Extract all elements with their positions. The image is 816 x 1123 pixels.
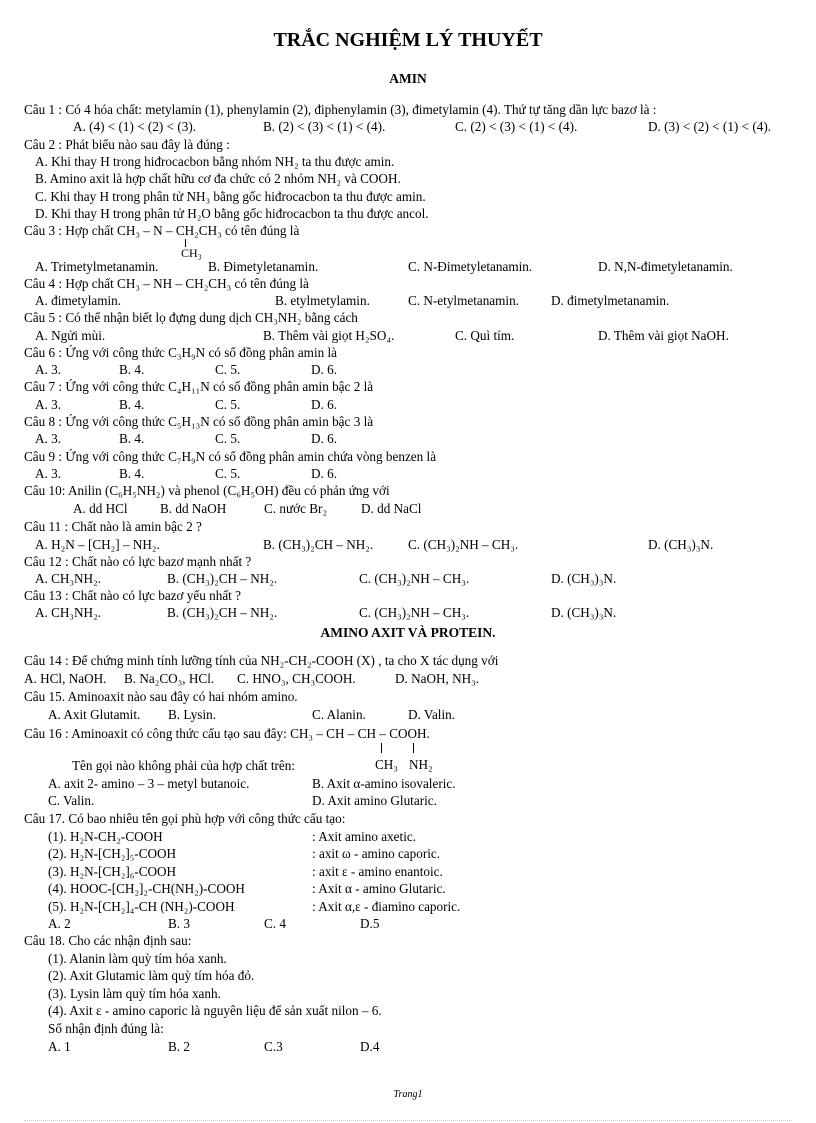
q12-option-c: C. (CH₃)₂NH – CH₃.	[359, 571, 470, 586]
q6-option-b: B. 4.	[119, 362, 145, 377]
q17-name-4: : Axit α - amino Glutaric.	[312, 881, 446, 896]
q10-option-b: B. dd NaOH	[160, 501, 227, 516]
q3-option-a: A. Trimetylmetanamin.	[35, 259, 159, 274]
q18-option-d: D.4	[360, 1039, 380, 1054]
q11-option-c: C. (CH₃)₂NH – CH₃.	[408, 537, 519, 552]
q14-option-c: C. HNO₃, CH₃COOH.	[237, 671, 356, 686]
page-title: TRẮC NGHIỆM LÝ THUYẾT	[273, 29, 543, 51]
q3-option-d: D. N,N-đimetyletanamin.	[598, 259, 733, 274]
question-16: Câu 16 : Aminoaxit có công thức cấu tạo sau đây: CH₃ – CH – CH – COOH.	[24, 726, 430, 741]
question-10: Câu 10: Anilin (C₆H₅NH₂) và phenol (C₆H₅OH) đều có phản ứng với	[24, 483, 390, 498]
q16-option-b: B. Axit α-amino isovaleric.	[312, 776, 456, 791]
q4-option-b: B. etylmetylamin.	[275, 293, 370, 308]
question-9: Câu 9 : Ứng với công thức C₇H₉N có số đồng phân amin chứa vòng benzen là	[24, 449, 437, 464]
question-2: Câu 2 : Phát biểu nào sau đây là đúng :	[24, 137, 230, 152]
q9-option-c: C. 5.	[215, 466, 241, 481]
q15-option-a: A. Axit Glutamit.	[48, 707, 141, 722]
q18-option-a: A. 1	[48, 1039, 71, 1054]
q1-option-d: D. (3) < (2) < (1) < (4).	[648, 119, 772, 134]
question-11: Câu 11 : Chất nào là amin bậc 2 ?	[24, 519, 202, 534]
question-17: Câu 17. Có bao nhiêu tên gọi phù hợp với công thức cấu tạo:	[24, 811, 346, 826]
q11-option-d: D. (CH₃)₃N.	[648, 537, 714, 552]
q12-option-a: A. CH₃NH₂.	[35, 571, 101, 586]
question-12: Câu 12 : Chất nào có lực bazơ mạnh nhất ?	[24, 554, 252, 569]
q17-formula-4: (4). HOOC-[CH₂]₂-CH(NH₂)-COOH	[48, 881, 245, 896]
question-7: Câu 7 : Ứng với công thức C₄H₁₁N có số đồng phân amin bậc 2 là	[24, 379, 374, 394]
q17-option-c: C. 4	[264, 916, 286, 931]
q2-option-a: A. Khi thay H trong hiđrocacbon bằng nhóm NH₂ ta thu được amin.	[35, 154, 395, 169]
q17-option-a: A. 2	[48, 916, 71, 931]
footer-divider	[24, 1120, 792, 1121]
q15-option-c: C. Alanin.	[312, 707, 366, 722]
q3-option-c: C. N-Đimetyletanamin.	[408, 259, 533, 274]
q17-name-3: : axit ε - amino enantoic.	[312, 864, 443, 879]
q16-question: Tên gọi nào không phải của hợp chất trên:	[72, 758, 296, 773]
q4-option-a: A. đimetylamin.	[35, 293, 122, 308]
q16-bond-line-1	[381, 743, 382, 753]
question-1: Câu 1 : Có 4 hóa chất: metylamin (1), phenylamin (2), điphenylamin (3), đimetylamin (4). Thứ tự tăng dần lực bazơ là :	[24, 102, 657, 117]
q8-option-b: B. 4.	[119, 431, 145, 446]
q1-option-c: C. (2) < (3) < (1) < (4).	[455, 119, 578, 134]
q6-option-c: C. 5.	[215, 362, 241, 377]
q18-statement-1: (1). Alanin làm quỳ tím hóa xanh.	[48, 951, 227, 966]
question-18: Câu 18. Cho các nhận định sau:	[24, 933, 192, 948]
q2-option-c: C. Khi thay H trong phân tử NH₃ bằng gốc hiđrocacbon ta thu được amin.	[35, 189, 426, 204]
section-heading-amino-axit: AMINO AXIT VÀ PROTEIN.	[320, 625, 496, 640]
q10-option-d: D. dd NaCl	[361, 501, 422, 516]
q12-option-d: D. (CH₃)₃N.	[551, 571, 617, 586]
q16-substituent-1: CH₃	[375, 757, 398, 772]
q18-statement-4: (4). Axit ε - amino caporic là nguyên liệu để sản xuất nilon – 6.	[48, 1003, 382, 1018]
q14-option-a: A. HCl, NaOH.	[24, 671, 107, 686]
q7-option-c: C. 5.	[215, 397, 241, 412]
q7-option-a: A. 3.	[35, 397, 62, 412]
q3-substituent: CH₃	[181, 246, 202, 260]
page-footer: Trang1	[393, 1089, 423, 1100]
q17-name-1: : Axit amino axetic.	[312, 829, 417, 844]
q2-option-b: B. Amino axit là hợp chất hữu cơ đa chức có 2 nhóm NH₂ và COOH.	[35, 171, 401, 186]
question-14: Câu 14 : Để chứng minh tính lưỡng tính của NH₂-CH₂-COOH (X) , ta cho X tác dụng với	[24, 653, 499, 668]
q6-option-a: A. 3.	[35, 362, 62, 377]
q18-option-c: C.3	[264, 1039, 283, 1054]
q11-option-b: B. (CH₃)₂CH – NH₂.	[263, 537, 374, 552]
q18-question: Số nhận định đúng là:	[48, 1021, 164, 1036]
q13-option-d: D. (CH₃)₃N.	[551, 605, 617, 620]
question-6: Câu 6 : Ứng với công thức C₃H₉N có số đồng phân amin là	[24, 345, 338, 360]
q13-option-a: A. CH₃NH₂.	[35, 605, 101, 620]
q3-option-b: B. Đimetyletanamin.	[208, 259, 319, 274]
q1-option-b: B. (2) < (3) < (1) < (4).	[263, 119, 386, 134]
q18-statement-2: (2). Axit Glutamic làm quỳ tím hóa đỏ.	[48, 968, 255, 983]
question-13: Câu 13 : Chất nào có lực bazơ yếu nhất ?	[24, 588, 241, 603]
q17-option-d: D.5	[360, 916, 380, 931]
q11-option-a: A. H₂N – [CH₂] – NH₂.	[35, 537, 160, 552]
q8-option-c: C. 5.	[215, 431, 241, 446]
q4-option-c: C. N-etylmetanamin.	[408, 293, 519, 308]
q17-formula-2: (2). H₂N-[CH₂]₅-COOH	[48, 846, 177, 861]
q13-option-b: B. (CH₃)₂CH – NH₂.	[167, 605, 278, 620]
q17-option-b: B. 3	[168, 916, 190, 931]
q16-option-c: C. Valin.	[48, 793, 95, 808]
q5-option-c: C. Quì tím.	[455, 328, 515, 343]
q16-substituent-2: NH₂	[409, 757, 433, 772]
question-5: Câu 5 : Có thể nhận biết lọ đựng dung dịch CH₃NH₂ bằng cách	[24, 310, 358, 325]
q12-option-b: B. (CH₃)₂CH – NH₂.	[167, 571, 278, 586]
q16-option-d: D. Axit amino Glutaric.	[312, 793, 437, 808]
q9-option-a: A. 3.	[35, 466, 62, 481]
q8-option-a: A. 3.	[35, 431, 62, 446]
q15-option-b: B. Lysin.	[168, 707, 216, 722]
q9-option-b: B. 4.	[119, 466, 145, 481]
q5-option-a: A. Ngửi mùi.	[35, 328, 106, 343]
question-4: Câu 4 : Hợp chất CH₃ – NH – CH₂CH₃ có tên đúng là	[24, 276, 309, 291]
q10-option-a: A. dd HCl	[73, 501, 128, 516]
q17-name-5: : Axit α,ε - điamino caporic.	[312, 899, 461, 914]
q18-option-b: B. 2	[168, 1039, 190, 1054]
q17-formula-5: (5). H₂N-[CH₂]₄-CH (NH₂)-COOH	[48, 899, 235, 914]
q4-option-d: D. đimetylmetanamin.	[551, 293, 670, 308]
q14-option-b: B. Na₂CO₃, HCl.	[124, 671, 215, 686]
question-3: Câu 3 : Hợp chất CH₃ – N – CH₂CH₃ có tên đúng là	[24, 223, 300, 238]
q10-option-c: C. nước Br₂	[264, 501, 328, 516]
q17-formula-3: (3). H₂N-[CH₂]₆-COOH	[48, 864, 177, 879]
q2-option-d: D. Khi thay H trong phân tử H₂O bằng gốc hiđrocacbon ta thu được ancol.	[35, 206, 429, 221]
q7-option-d: D. 6.	[311, 397, 338, 412]
q5-option-b: B. Thêm vài giọt H₂SO₄.	[263, 328, 395, 343]
q18-statement-3: (3). Lysin làm quỳ tím hóa xanh.	[48, 986, 221, 1001]
q16-option-a: A. axit 2- amino – 3 – metyl butanoic.	[48, 776, 250, 791]
q15-option-d: D. Valin.	[408, 707, 456, 722]
q17-formula-1: (1). H₂N-CH₂-COOH	[48, 829, 163, 844]
q9-option-d: D. 6.	[311, 466, 338, 481]
q6-option-d: D. 6.	[311, 362, 338, 377]
q8-option-d: D. 6.	[311, 431, 338, 446]
question-8: Câu 8 : Ứng với công thức C₅H₁₃N có số đồng phân amin bậc 3 là	[24, 414, 374, 429]
q5-option-d: D. Thêm vài giọt NaOH.	[598, 328, 729, 343]
q14-option-d: D. NaOH, NH₃.	[395, 671, 480, 686]
q7-option-b: B. 4.	[119, 397, 145, 412]
q1-option-a: A. (4) < (1) < (2) < (3).	[73, 119, 197, 134]
section-heading-amin: AMIN	[389, 71, 427, 86]
q17-name-2: : axit ω - amino caporic.	[312, 846, 441, 861]
question-15: Câu 15. Aminoaxit nào sau đây có hai nhóm amino.	[24, 689, 298, 704]
q16-bond-line-2	[413, 743, 414, 753]
q13-option-c: C. (CH₃)₂NH – CH₃.	[359, 605, 470, 620]
